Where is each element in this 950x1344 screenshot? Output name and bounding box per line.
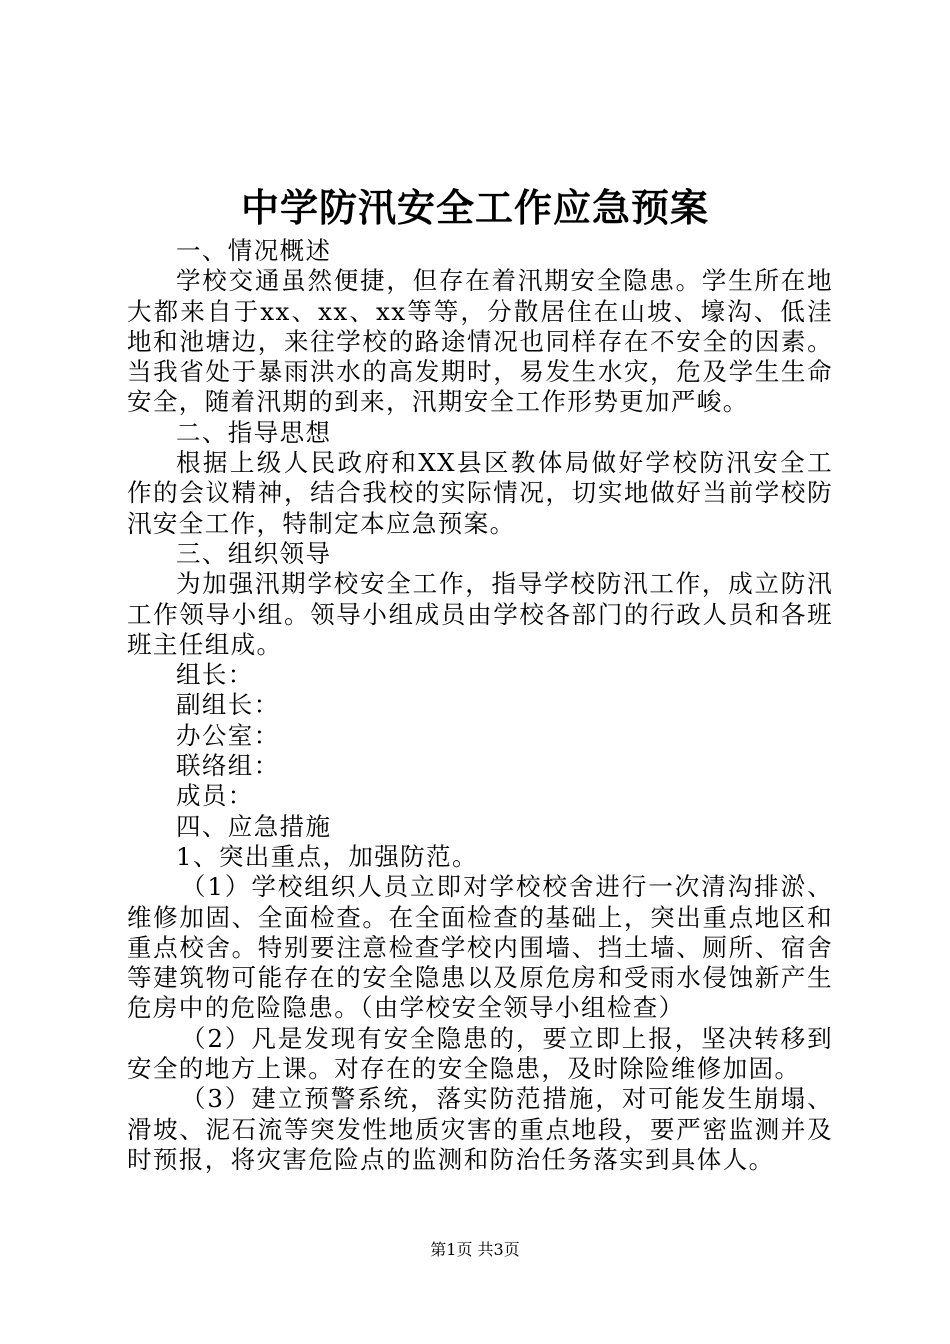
section-heading-guiding-ideology: 二、指导思想 (176, 417, 332, 447)
section-heading-emergency-measures: 四、应急措施 (176, 811, 332, 841)
section-heading-organization: 三、组织领导 (176, 538, 332, 568)
paragraph-guiding-ideology: 根据上级人民政府和XX县区教体局做好学校防汛安全工作的会议精神，结合我校的实际情况，切实地做好当前学校防汛安全工作，特制定本应急预案。 (127, 448, 833, 538)
document-body (127, 236, 833, 1175)
paragraph-overview: 学校交通虽然便捷，但存在着汛期安全隐患。学生所在地大都来自于xx、xx、xx等等，分散居住在山坡、壕沟、低洼地和池塘边，来往学校的路途情况也同样存在不安全的因素。当我省处于暴雨洪水的高发期时，易发生水灾，危及学生生命安全，随着汛期的到来，汛期安全工作形势更加严峻。 (127, 266, 833, 417)
role-deputy-leader: 副组长： (176, 690, 280, 720)
role-liaison-group: 联络组： (176, 751, 280, 781)
role-office: 办公室： (176, 720, 280, 750)
section-heading-overview: 一、情况概述 (176, 236, 332, 265)
role-members: 成员： (176, 781, 254, 811)
page-footer: 第1页 共3页 (430, 1240, 520, 1259)
measure-item-3: （3）建立预警系统，落实防范措施，对可能发生崩塌、滑坡、泥石流等突发性地质灾害的重点地段，要严密监测并及时预报，将灾害危险点的监测和防治任务落实到具体人。 (127, 1084, 833, 1174)
role-leader: 组长： (176, 660, 254, 690)
paragraph-organization: 为加强汛期学校安全工作，指导学校防汛工作，成立防汛工作领导小组。领导小组成员由学校各部门的行政人员和各班班主任组成。 (127, 569, 833, 659)
measure-heading-1: 1、突出重点，加强防范。 (176, 841, 478, 871)
measure-item-2: （2）凡是发现有安全隐患的，要立即上报，坚决转移到安全的地方上课。对存在的安全隐患，及时除险维修加固。 (127, 1023, 833, 1084)
measure-item-1: （1）学校组织人员立即对学校校舍进行一次清沟排淤、维修加固、全面检查。在全面检查的基础上，突出重点地区和重点校舍。特别要注意检查学校内围墙、挡土墙、厕所、宿舍等建筑物可能存在的安全隐患以及原危房和受雨水侵蚀新产生危房中的危险隐患。（由学校安全领导小组检查） (127, 872, 833, 1023)
document-title: 中学防汛安全工作应急预案 (240, 185, 709, 230)
